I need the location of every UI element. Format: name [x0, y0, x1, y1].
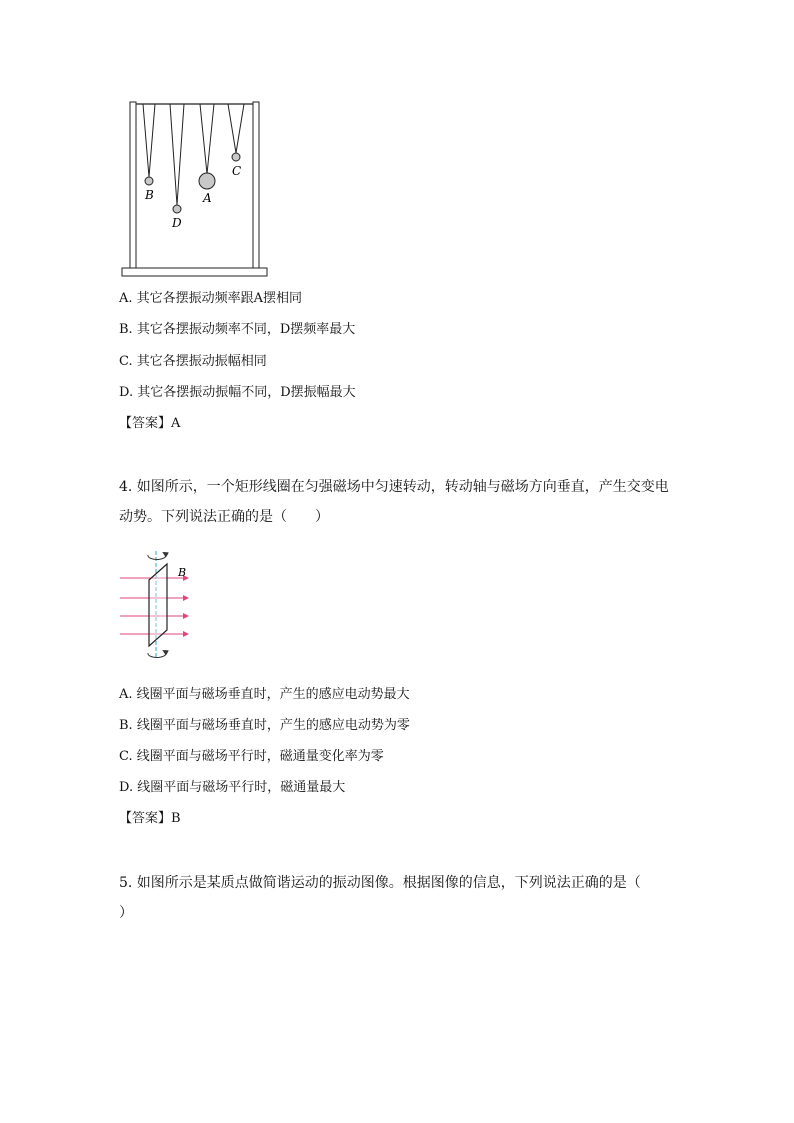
label-a: A	[203, 191, 212, 205]
label-b: B	[145, 188, 154, 202]
q4-option-d[interactable]: D. 线圈平面与磁场平行时，磁通量最大	[119, 780, 346, 795]
coil-figure	[118, 543, 202, 665]
pendulum-c	[228, 104, 244, 178]
field-label-b: B	[178, 566, 187, 579]
q5-stem-line1: 5. 如图所示是某质点做简谐运动的振动图像。根据图像的信息，下列说法正确的是（	[119, 875, 641, 891]
q3-option-a[interactable]: A. 其它各摆振动频率跟A摆相同	[119, 291, 303, 306]
q3-answer: 【答案】A	[119, 416, 181, 431]
q4-stem-line2: 动势。下列说法正确的是（ ）	[119, 509, 329, 525]
pendulum-d	[170, 104, 184, 230]
q3-option-c[interactable]: C. 其它各摆振动振幅相同	[119, 354, 267, 369]
rotation-arrow-bottom	[148, 651, 166, 657]
q4-option-c[interactable]: C. 线圈平面与磁场平行时，磁通量变化率为零	[119, 749, 384, 764]
q3-option-d[interactable]: D. 其它各摆振动振幅不同，D摆振幅最大	[119, 385, 356, 400]
left-post	[130, 102, 136, 268]
q4-option-b[interactable]: B. 线圈平面与磁场垂直时，产生的感应电动势为零	[119, 718, 410, 733]
q4-answer: 【答案】B	[119, 811, 181, 826]
base-plate	[122, 268, 267, 276]
right-post	[253, 102, 259, 268]
pendulum-b	[143, 104, 155, 202]
rotation-arrow-top	[148, 553, 166, 559]
pendulum-a	[199, 104, 215, 205]
q3-option-b[interactable]: B. 其它各摆振动频率不同，D摆频率最大	[119, 322, 356, 337]
label-d: D	[172, 216, 182, 230]
q4-option-a[interactable]: A. 线圈平面与磁场垂直时，产生的感应电动势最大	[119, 687, 410, 702]
label-c: C	[232, 164, 242, 178]
q5-stem-line2: ）	[119, 905, 133, 921]
q4-stem-line1: 4. 如图所示，一个矩形线圈在匀强磁场中匀速转动，转动轴与磁场方向垂直，产生交变电	[119, 479, 669, 495]
pendulum-figure	[118, 98, 270, 280]
